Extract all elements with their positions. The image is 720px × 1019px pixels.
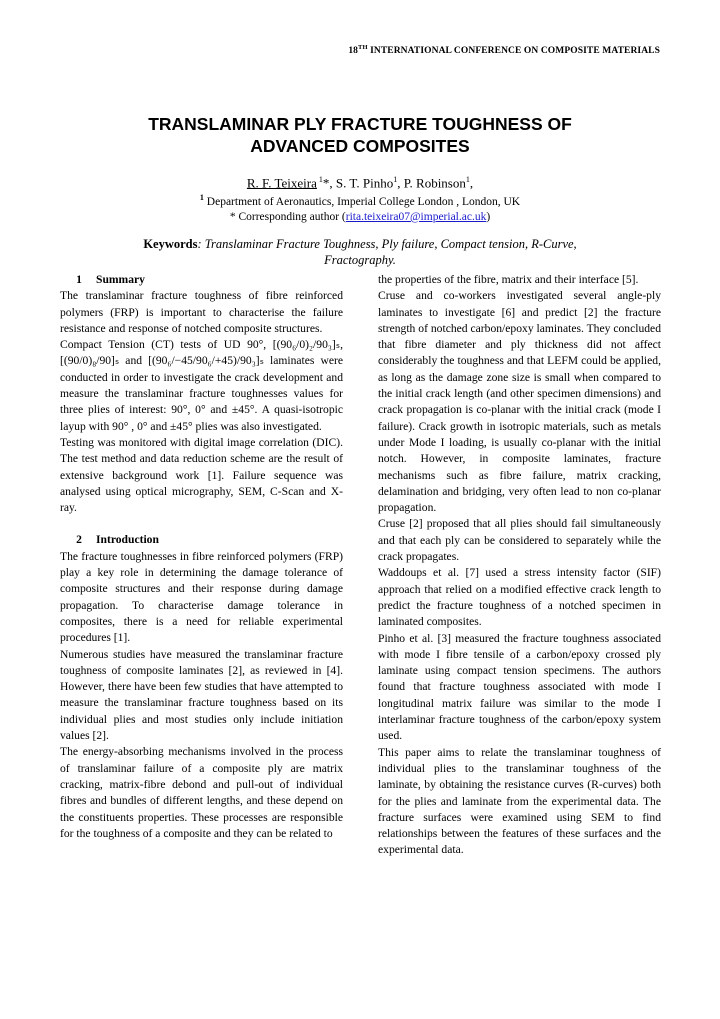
author-1: R. F. Teixeira: [246, 175, 317, 191]
paragraph: Testing was monitored with digital image correlation (DIC). The test method and data reduction scheme are the result of extensive background work [1]. Failure sequence was analysed using optical micrography, SEM, C-Scan and X-ray.: [60, 435, 343, 515]
email-link[interactable]: rita.teixeira07@imperial.ac.uk: [345, 210, 487, 223]
paragraph: Numerous studies have measured the translaminar fracture toughness of composite laminates [2], as reviewed in [4]. However, there have been few studies that have attempted to measure the translaminar fracture toughness based on its individual plies and most studies only include initiation values [2].: [60, 647, 343, 743]
paragraph: the properties of the fibre, matrix and their interface [5].: [378, 273, 639, 286]
affiliation: $^1$ Department of Aeronautics, Imperial College London , London, UK * Corresponding author (rita.teixeira07@imperial.ac.uk): [0, 190, 720, 225]
conference-header: 18TH INTERNATIONAL CONFERENCE ON COMPOSITE MATERIALS: [348, 44, 660, 57]
corresponding-author: * Corresponding author (rita.teixeira07@imperial.ac.uk): [229, 210, 491, 223]
paragraph: The fracture toughnesses in fibre reinforced polymers (FRP) play a key role in determining the damage tolerance of composite structures and their response during damage propagation. To characterise damage tolerance in composites, there is a need for reliable experimental procedures [1].: [60, 549, 343, 645]
paper-title: [0, 113, 720, 157]
right-column: [378, 272, 661, 859]
paragraph: This paper aims to relate the translaminar toughness of individual plies to the translaminar toughness of the laminate, by obtaining the resistance curves (R-curves) both for the plies and laminate from the experimental data. The fracture surfaces were examined using SEM to find relationships between the features of these surfaces and the experimental data.: [378, 745, 661, 857]
paragraph: Waddoups et al. [7] used a stress intensity factor (SIF) approach that relied on a modified effective crack length to predict the fracture toughness of a notched specimen in laminated composites.: [378, 566, 661, 629]
section-heading-summary: 1 Summary: [76, 273, 145, 286]
title-line-2: ADVANCED COMPOSITES: [250, 136, 470, 156]
author-3: P. Robinson: [403, 175, 466, 191]
paragraph: Compact Tension (CT) tests of UD 90°, [(90₆/0)₂/90₃]ₛ, [(90/0)₈/90]ₛ and [(90₆/−45/90₆/+45)/90₃]ₛ laminates were conducted in order to investigate the crack development and measure the translaminar fracture toughnesses values for three plies of interest: 90°, 0° and ±45°. A quasi-isotropic layup with 90° , 0° and ±45° plies was also investigated.: [60, 338, 343, 433]
authors: R. F. Teixeira $^1$*, S. T. Pinho$^1$, P. Robinson$^1$,: [246, 175, 474, 191]
paragraph: Cruse and co-workers investigated several angle-ply laminates to investigate [6] and predict [2] the fracture strength of notched carbon/epoxy laminates. They concluded that fibre diameter and ply thickness did not affect considerably the toughness and that LEFM could be applied, as long as the damage zone size is small when compared to the initial crack length (and other specimen dimensions) and crack propagation is co-planar with the initial crack (mode I failure). Crack growth in isotropic materials, such as metals under Mode I loading, is usually co-planar with the initial notch. However, in composite laminates, fracture mechanisms such as fibre failure, matrix cracking, delamination and bridging, very often lead to non co-planar propagation.: [378, 289, 661, 515]
left-column: [60, 272, 343, 842]
keywords: Keywords: Translaminar Fracture Toughness, Ply failure, Compact tension, R-Curve, Fractography.: [143, 237, 577, 267]
section-heading-introduction: 2 Introduction: [76, 533, 159, 547]
title-line-1: TRANSLAMINAR PLY FRACTURE TOUGHNESS OF: [148, 114, 572, 134]
paragraph: The translaminar fracture toughness of fibre reinforced polymers (FRP) is important to characterise the failure resistance and response of notched composite structures.: [60, 289, 343, 335]
paragraph: The energy-absorbing mechanisms involved in the process of translaminar failure of a composite ply are matrix cracking, matrix-fibre debond and pull-out of individual fibres and bundles of different lengths, and these depend on the constituents properties. These processes are responsible for the toughness of a composite and they can be related to: [60, 745, 343, 840]
paragraph: Pinho et al. [3] measured the fracture toughness associated with mode I fibre tensile of a carbon/epoxy crossed ply laminate using compact tension specimens. The authors found that fracture toughness associated with mode I longitudinal matrix failure was similar to the mode I interlaminar fracture toughness of the carbon/epoxy system used.: [378, 631, 661, 743]
author-2: S. T. Pinho: [335, 175, 394, 191]
paragraph: Cruse [2] proposed that all plies should fail simultaneously and that each ply can be considered to separately while the crack propagates.: [378, 517, 661, 564]
